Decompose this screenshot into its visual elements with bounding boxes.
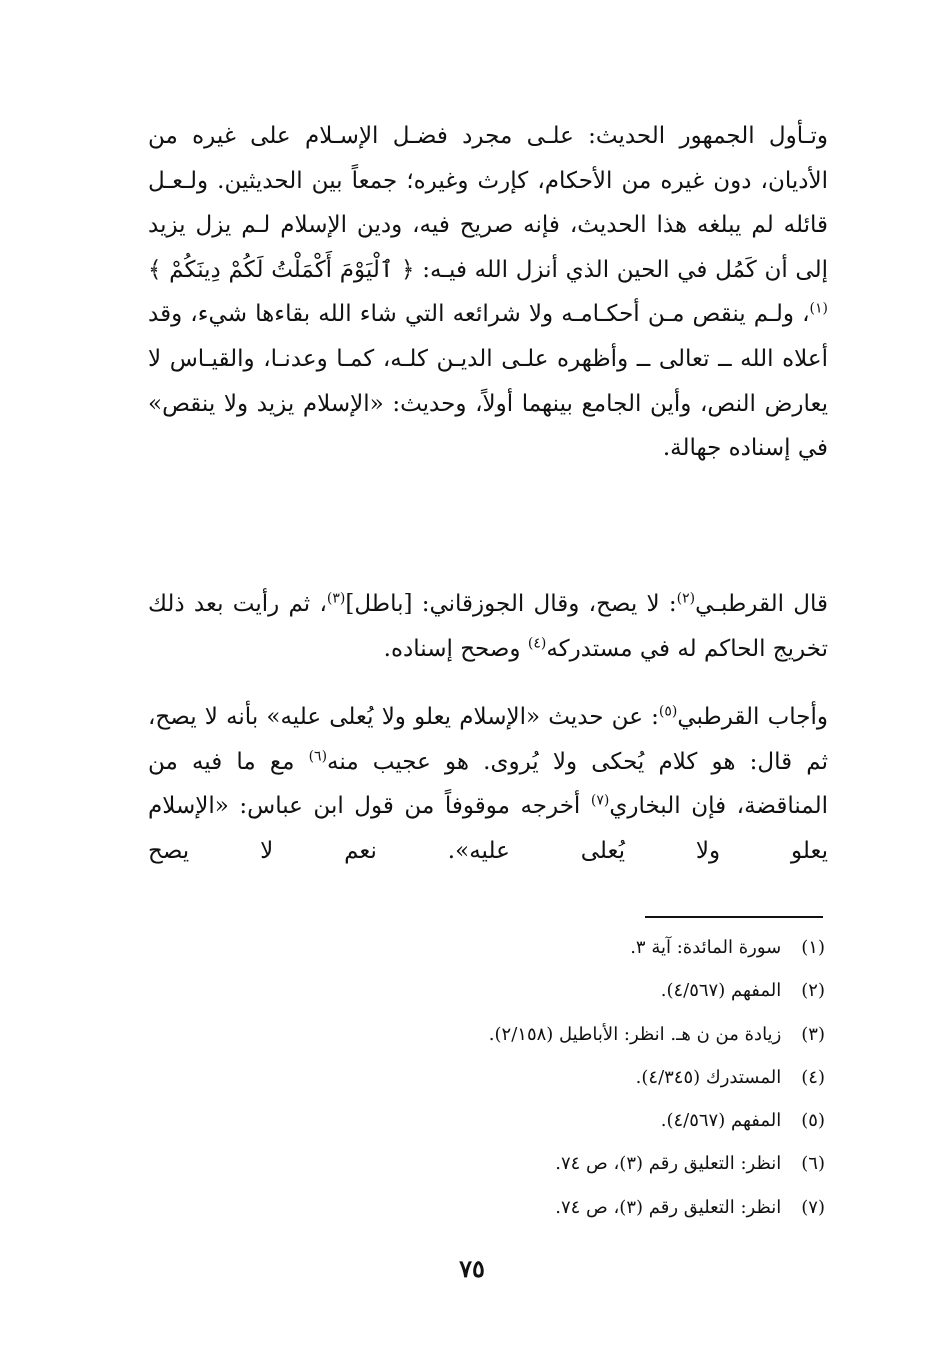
paragraph-1 [148, 114, 828, 471]
footnote-number: (٦) [801, 1153, 825, 1175]
footnote-number: (٥) [801, 1110, 825, 1132]
paragraph-3-text-d: أخرجه موقوفاً من قول ابن عباس: «الإسلام يعلو ولا يُعلى عليه». نعم لا يصح [148, 793, 828, 864]
footnote-2 [300, 969, 825, 1012]
footnote-ref-6: (٦) [308, 748, 328, 765]
footnote-text: سورة المائدة: آية ٣. [630, 937, 782, 958]
paragraph-3-text-a: وأجاب القرطبي [677, 704, 828, 730]
footnotes-list [300, 926, 825, 1229]
footnote-number: (٣) [801, 1023, 825, 1045]
footnote-ref-1: (١) [809, 300, 828, 317]
footnote-ref-7: (٧) [590, 792, 610, 809]
paragraph-3-text-b: : عن حديث «الإسلام يعلو ولا يُعلى عليه» بأنه لا يصح، ثم قال: هو كلام يُحكى ولا يُروى. هو عجيب منه [148, 704, 829, 775]
footnote-ref-3: (٣) [326, 590, 346, 607]
paragraph-2-text-b: : لا يصح، وقال الجوزقاني: [باطل] [345, 591, 677, 617]
footnote-text: المفهم (٤/٥٦٧). [660, 980, 782, 1002]
footnote-ref-4: (٤) [527, 635, 547, 652]
paragraph-2-text-c: ، ثم رأيت بعد ذلك تخريج الحاكم له في مستدركه [148, 591, 828, 662]
footnote-text: زيادة من ن هـ. انظر: الأباطيل (٢/١٥٨). [488, 1023, 782, 1045]
footnote-text: انظر: التعليق رقم (٣)، ص ٧٤. [555, 1196, 782, 1218]
paragraph-3 [148, 695, 828, 873]
footnote-3 [300, 1013, 825, 1056]
footnote-ref-5: (٥) [658, 703, 678, 720]
paragraph-2-text-d: وصحح إسناده. [383, 635, 528, 662]
paragraph-2 [148, 582, 828, 671]
paragraph-2-text-a: قال القرطبـي [695, 591, 829, 617]
page-number: ٧٥ [459, 1254, 485, 1283]
footnote-number: (٢) [801, 980, 825, 1002]
footnote-ref-2: (٢) [676, 590, 696, 607]
footnote-number: (٧) [801, 1196, 825, 1218]
footnote-number: (٤) [801, 1066, 825, 1088]
footnote-number: (١) [801, 937, 825, 958]
paragraph-1-text: وتـأول الجمهور الحديث: علـى مجرد فضـل الإسـلام على غيره من الأديان، دون غيره من الأحكام، كإرث وغيره؛ جمعاً بين الحديثين. ولـعـل قائله لم يبلغه هذا الحديث، فإنه صريح فيه، ودين الإسلام لـم يزل يزيد إلى أن كَمُل في الحين الذي أنزل الله فيـه: ﴿ ٱلْيَوْمَ أَكْمَلْتُ لَكُمْ دِينَكُمْ ﴾ [148, 123, 828, 283]
footnote-1 [300, 926, 825, 969]
footnote-4 [300, 1056, 825, 1099]
footnote-text: المفهم (٤/٥٦٧). [660, 1110, 782, 1132]
paragraph-1-text-after: ، ولـم ينقص مـن أحكـامـه ولا شرائعه التي شاء الله بقاءها شيء، وقد أعلاه الله ــ تعالى ــ وأظهره علـى الديـن كلـه، كمـا وعدنـا، والقيـاس لا يعارض النص، وأين الجامع بينهما أولاً، وحديث: «الإسلام يزيد ولا ينقص» في إسناده جهالة. [148, 301, 828, 462]
footnote-divider [645, 916, 823, 918]
footnote-text: انظر: التعليق رقم (٣)، ص ٧٤. [555, 1153, 782, 1175]
paragraph-3-text-c: مع ما فيه من المناقضة، فإن البخاري [148, 748, 828, 820]
footnote-7 [300, 1186, 825, 1229]
footnote-text: المستدرك (٤/٣٤٥). [635, 1066, 782, 1088]
footnote-5 [300, 1099, 825, 1142]
footnote-6 [300, 1142, 825, 1185]
